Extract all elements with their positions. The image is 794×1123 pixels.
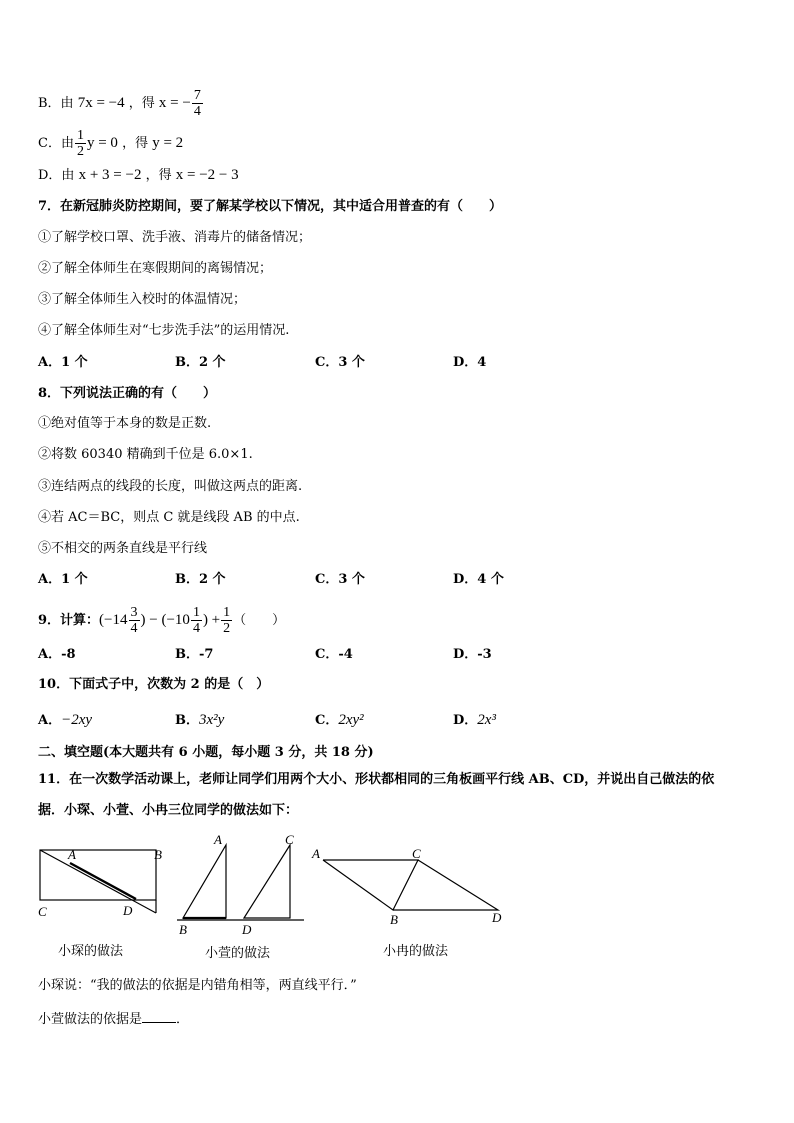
fig1-thick-segment [70, 863, 136, 899]
q6-b-sep: ，得 [128, 96, 155, 111]
q6-option-c [38, 128, 183, 159]
q6-option-d [38, 166, 239, 185]
section-heading: 二、填空题(本大题共有 6 小题，每小题 3 分，共 18 分) [38, 745, 374, 760]
figure-1-caption: 小琛的做法 [58, 944, 124, 959]
q6-d-label: D．由 [38, 168, 75, 183]
q8-option-a: A．1 个 [38, 572, 88, 587]
q11-blank-line [38, 1010, 189, 1029]
fig2-label-b: B [179, 922, 187, 937]
fig1-label-a: A [68, 847, 76, 862]
q7-option-b: B．2 个 [175, 355, 226, 370]
q10-option-c [315, 711, 364, 730]
q10-stem: 10．下面式子中，次数为 2 的是（ ） [38, 677, 270, 692]
q7-stem: 7．在新冠肺炎防控期间，要了解某学校以下情况，其中适合用普查的有（ ） [38, 199, 503, 214]
q10-a-label: A． [38, 713, 62, 728]
q10-b-label: B． [175, 713, 199, 728]
fig2-label-d: D [242, 922, 252, 937]
figure-3-caption: 小冉的做法 [383, 944, 449, 959]
q11-quote: 小琛说：“我的做法的依据是内错角相等，两直线平行．” [38, 978, 357, 993]
q6-b-eq2: x = − [158, 95, 191, 111]
q6-c-den: 2 [76, 144, 84, 159]
q9-option-d: D．-3 [453, 647, 492, 662]
q11-stem-line2: 据．小琛、小萱、小冉三位同学的做法如下： [38, 803, 299, 818]
q10-c-label: C． [315, 713, 339, 728]
q6-b-den: 4 [193, 104, 201, 119]
figure-1-diagram [30, 835, 170, 925]
q11-blank-suffix: ． [176, 1012, 190, 1027]
figure-2-caption: 小萱的做法 [205, 946, 271, 961]
q11-stem-line1: 11．在一次数学活动课上，老师让同学们用两个大小、形状都相同的三角板画平行线 AB、CD，并说出自己做法的依 [38, 772, 715, 787]
q10-a-expr: −2xy [61, 712, 93, 728]
q9-stem [38, 605, 285, 636]
fig2-triangle-1 [183, 845, 226, 918]
q6-c-sep: ，得 [122, 136, 149, 151]
q7-item-1: ①了解学校口罩、洗手液、消毒片的储备情况； [38, 230, 312, 245]
q9-label: 9．计算： [38, 613, 100, 628]
q6-c-eq2: y = 2 [152, 135, 184, 151]
q6-b-num: 7 [193, 88, 201, 103]
q6-c-label: C．由 [38, 136, 74, 151]
q8-stem: 8．下列说法正确的有（ ） [38, 386, 217, 401]
q7-option-d: D．4 [453, 355, 487, 370]
q8-option-c: C．3 个 [315, 572, 365, 587]
fig3-triangle-2 [393, 860, 498, 910]
q6-option-b [38, 88, 204, 119]
fig3-label-d: D [492, 910, 502, 925]
q6-b-fraction [192, 88, 203, 119]
q9-f3-num: 1 [223, 605, 231, 620]
q9-fraction-3 [221, 605, 232, 636]
q9-option-b: B．-7 [175, 647, 214, 662]
q8-option-b: B．2 个 [175, 572, 226, 587]
q8-item-4: ④若 AC＝BC，则点 C 就是线段 AB 的中点. [38, 510, 300, 525]
q10-option-a [38, 711, 92, 730]
q10-option-b [175, 711, 224, 730]
q6-c-eq1: y = 0 [86, 135, 118, 151]
q9-f2-num: 1 [192, 605, 200, 620]
q9-f3-den: 2 [223, 621, 231, 636]
fig2-triangle-2 [244, 845, 290, 918]
q9-option-a: A．-8 [38, 647, 76, 662]
q9-f1-num: 3 [130, 605, 138, 620]
q8-item-2: ②将数 60340 精确到千位是 6.0×1. [38, 447, 253, 462]
fig3-label-b: B [390, 912, 398, 927]
fig1-diagonal [40, 850, 156, 913]
q9-option-c: C．-4 [315, 647, 353, 662]
fig3-triangle-1 [323, 860, 418, 910]
q9-fraction-2 [191, 605, 202, 636]
q7-item-3: ③了解全体师生入校时的体温情况； [38, 292, 247, 307]
figure-3-diagram [308, 840, 508, 930]
q9-tail: （ ） [233, 613, 286, 628]
q6-b-eq1: 7x = −4 [77, 95, 125, 111]
q10-b-expr: 3x²y [199, 712, 225, 728]
q8-item-3: ③连结两点的线段的长度，叫做这两点的距离. [38, 479, 303, 494]
fig3-label-c: C [412, 846, 421, 861]
q7-item-2: ②了解全体师生在寒假期间的离锡情况； [38, 261, 273, 276]
q9-fraction-1 [129, 605, 140, 636]
q10-option-d [453, 711, 496, 730]
q9-part3: ) + [202, 612, 221, 628]
q9-f2-den: 4 [192, 621, 200, 636]
q8-option-d: D．4 个 [453, 572, 504, 587]
fig1-rectangle [40, 850, 156, 900]
q7-option-a: A．1 个 [38, 355, 88, 370]
q10-d-expr: 2x³ [477, 712, 496, 728]
q8-item-5: ⑤不相交的两条直线是平行线 [38, 541, 208, 556]
answer-blank[interactable] [142, 1010, 176, 1023]
q9-part1: (−14 [99, 612, 128, 628]
q7-option-c: C．3 个 [315, 355, 365, 370]
fig1-label-c: C [38, 904, 47, 919]
fig3-label-a: A [312, 846, 320, 861]
q6-c-fraction [75, 128, 86, 159]
q7-item-4: ④了解全体师生对“七步洗手法”的运用情况. [38, 323, 290, 338]
q6-d-eq1: x + 3 = −2 [78, 167, 142, 183]
q6-d-sep: ，得 [145, 168, 172, 183]
figure-2-diagram [172, 830, 312, 940]
q6-c-num: 1 [76, 128, 84, 143]
q9-part2: ) − (−10 [140, 612, 190, 628]
fig2-label-c: C [285, 832, 294, 847]
fig2-label-a: A [214, 832, 222, 847]
fig1-label-b: B [154, 847, 162, 862]
q6-b-label: B．由 [38, 96, 74, 111]
q10-c-expr: 2xy² [338, 712, 364, 728]
q6-d-eq2: x = −2 − 3 [175, 167, 239, 183]
fig1-label-d: D [123, 903, 133, 918]
q10-d-label: D． [453, 713, 478, 728]
q8-item-1: ①绝对值等于本身的数是正数. [38, 416, 212, 431]
q11-blank-prefix: 小萱做法的依据是 [38, 1012, 143, 1027]
q9-f1-den: 4 [130, 621, 138, 636]
